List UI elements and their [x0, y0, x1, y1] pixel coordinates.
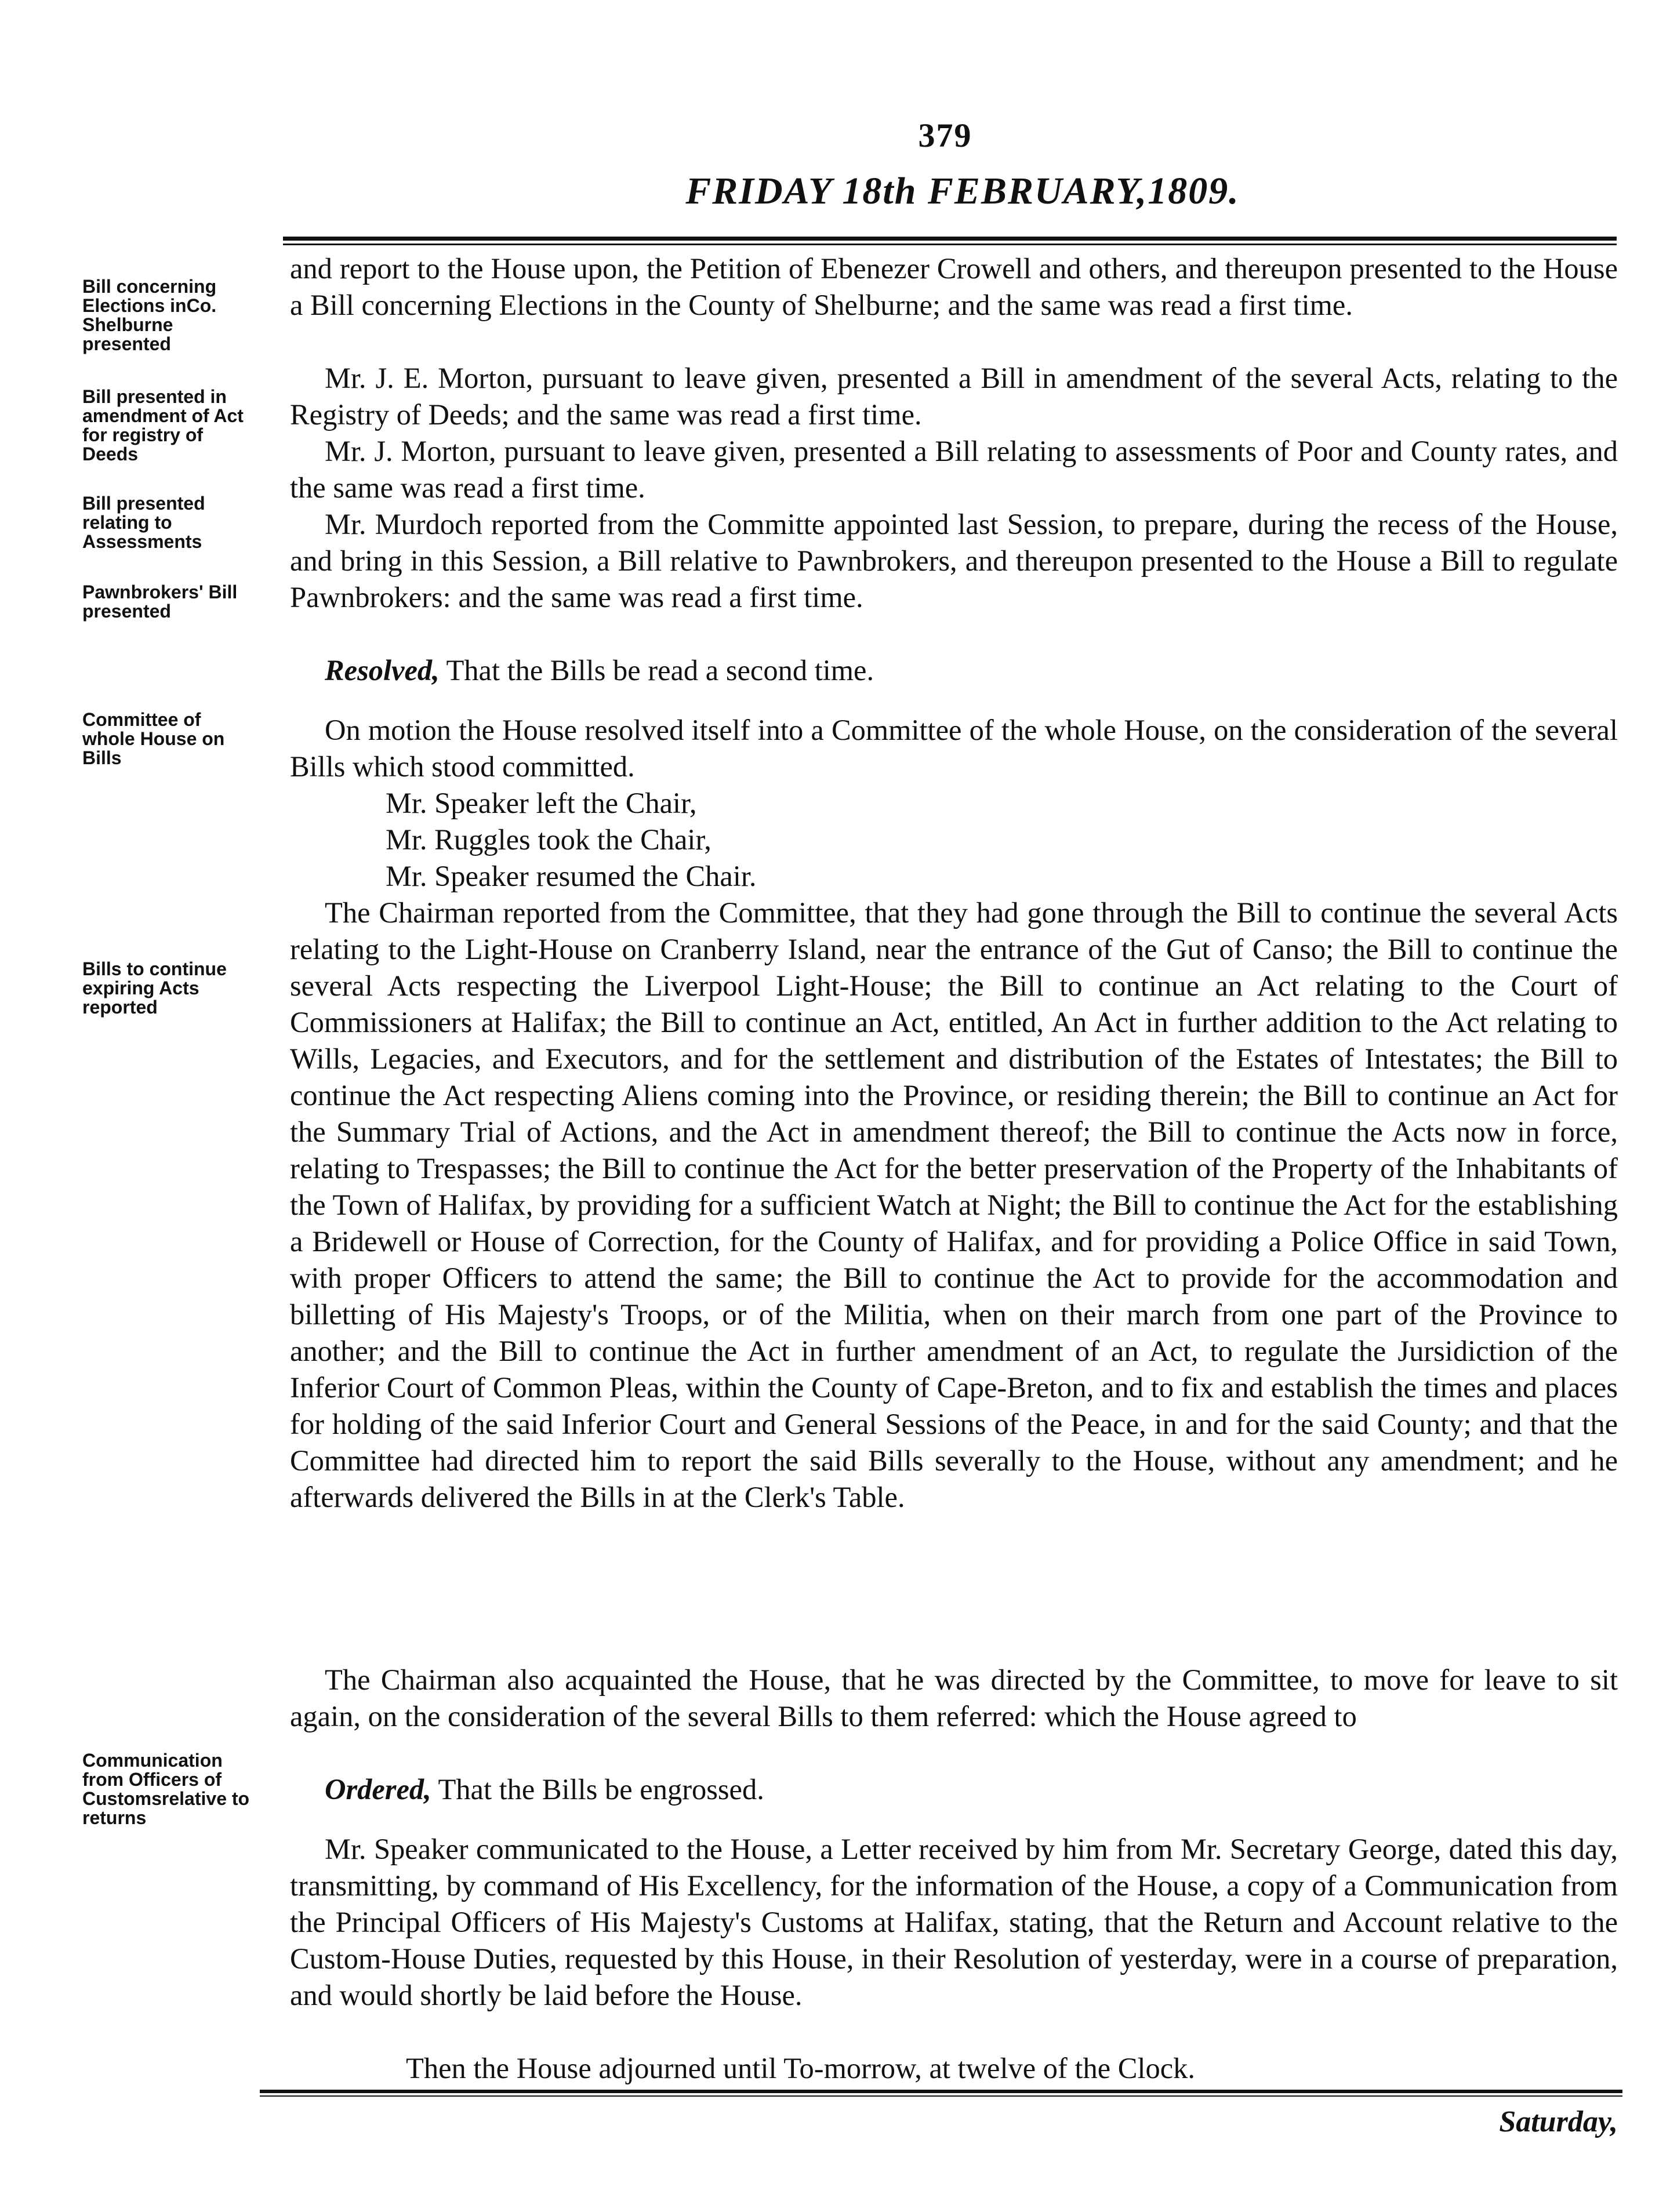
paragraph-pawnbrokers-bill: Mr. Murdoch reported from the Committe appointed last Session, to prepare, during the recess of the House, and bring in this Session, a Bill relative to Pawnbrokers, and thereupon presented to the House a Bill to regulate Pawnbrokers: and the same was read a first time. — [290, 508, 1618, 613]
resolved-keyword: Resolved, — [325, 654, 440, 687]
ordered-keyword: Ordered, — [325, 1773, 431, 1806]
running-head: FRIDAY 18th FEBRUARY,1809. — [685, 170, 1240, 212]
paragraph-committee-motion: On motion the House resolved itself into a Committee of the whole House, on the consideration of the several Bills which stood committed. — [290, 714, 1618, 783]
paragraph-ordered-engrossed — [290, 1771, 1618, 1808]
paragraph-chairman-report: The Chairman reported from the Committee, that they had gone through the Bill to continue the several Acts relating to the Light-House on Cranberry Island, near the entrance of the Gut of Canso; the Bill to continue the several Acts respecting the Liverpool Light-House; the Bill to continue an Act relating to the Court of Commissioners at Halifax; the Bill to continue an Act, entitled, An Act in further addition to the Act relating to Wills, Legacies, and Executors, and for the settlement and distribution of the Estates of Intestates; the Bill to continue the Act respecting Aliens coming into the Province, or residing therein; the Bill to continue an Act for the Summary Trial of Actions, and the Act in amendment thereof; the Bill to continue the Acts now in force, relating to Trespasses; the Bill to continue the Act for the better preservation of the Property of the Inhabitants of the Town of Halifax, by providing for a sufficient Watch at Night; the Bill to continue the Act for the establishing a Bridewell or House of Correction, for the County of Halifax, and for providing a Police Office in said Town, with proper Officers to attend the same; the Bill to continue the Act to provide for the accommodation and billetting of His Majesty's Troops, or of the Militia, when on their march from one part of the Province to another; and the Bill to continue the Act in further amendment of an Act, to regulate the Jursidiction of the Inferior Court of Common Pleas, within the County of Cape-Breton, and to fix and establish the times and places for holding of the said Inferior Court and General Sessions of the Peace, in and for the said County; and that the Committee had directed him to report the said Bills severally to the House, without any amendment; and he afterwards delivered the Bills in at the Clerk's Table. — [290, 896, 1618, 1513]
resolved-text: That the Bills be read a second time. — [439, 654, 874, 687]
margin-note-customs-communication: Communication from Officers of Customsrelative to returns — [82, 1750, 250, 1828]
paragraph-customs-communication: Mr. Speaker communicated to the House, a Letter received by him from Mr. Secretary George, dated this day, transmitting, by command of His Excellency, for the information of the House, a copy of a Communication from the Principal Officers of His Majesty's Customs at Halifax, stating, that the Return and Account relative to the Custom-House Duties, requested by this House, in their Resolution of yesterday, were in a course of preparation, and would shortly be laid before the House. — [290, 1833, 1618, 2011]
page-number: 379 — [918, 117, 972, 154]
ruggles-took-chair: Mr. Ruggles took the Chair, — [386, 823, 711, 856]
speaker-resumed-chair: Mr. Speaker resumed the Chair. — [386, 860, 757, 892]
header-rule-thin — [283, 244, 1617, 245]
adjournment-line: Then the House adjourned until To-morrow, at twelve of the Clock. — [406, 2052, 1196, 2084]
paragraph-leave-to-sit-again: The Chairman also acquainted the House, that he was directed by the Committee, to move for leave to sit again, on the consideration of the several Bills to them referred: which the House agreed to — [290, 1663, 1618, 1732]
ordered-text: That the Bills be engrossed. — [431, 1773, 764, 1806]
margin-note-shelburne-elections: Bill concerning Elections inCo. Shelburne presented — [82, 276, 217, 354]
margin-note-registry-of-deeds: Bill presented in amendment of Act for registry of Deeds — [82, 386, 244, 464]
catchword: Saturday, — [1499, 2105, 1618, 2138]
paragraph-assessments-bill: Mr. J. Morton, pursuant to leave given, presented a Bill relating to assessments of Poor and County rates, and the same was read a first time. — [290, 435, 1618, 504]
speaker-left-chair: Mr. Speaker left the Chair, — [386, 787, 697, 819]
paragraph-shelburne-bill: and report to the House upon, the Petition of Ebenezer Crowell and others, and thereupon presented to the House a Bill concerning Elections in the County of Shelburne; and the same was read a first time. — [290, 252, 1618, 321]
margin-note-pawnbrokers: Pawnbrokers' Bill presented — [82, 582, 238, 622]
margin-note-committee-whole-house: Committee of whole House on Bills — [82, 709, 225, 768]
paragraph-registry-deeds-bill: Mr. J. E. Morton, pursuant to leave given, presented a Bill in amendment of the several Acts, relating to the Registry of Deeds; and the same was read a first time. — [290, 362, 1618, 431]
footer-rule-thin — [260, 2095, 1622, 2097]
margin-note-assessments: Bill presented relating to Assessments — [82, 493, 205, 552]
paragraph-resolved-second-reading — [290, 652, 1618, 689]
footer-rule — [260, 2090, 1622, 2093]
header-rule — [283, 237, 1617, 241]
margin-note-expiring-acts: Bills to continue expiring Acts reported — [82, 958, 227, 1018]
